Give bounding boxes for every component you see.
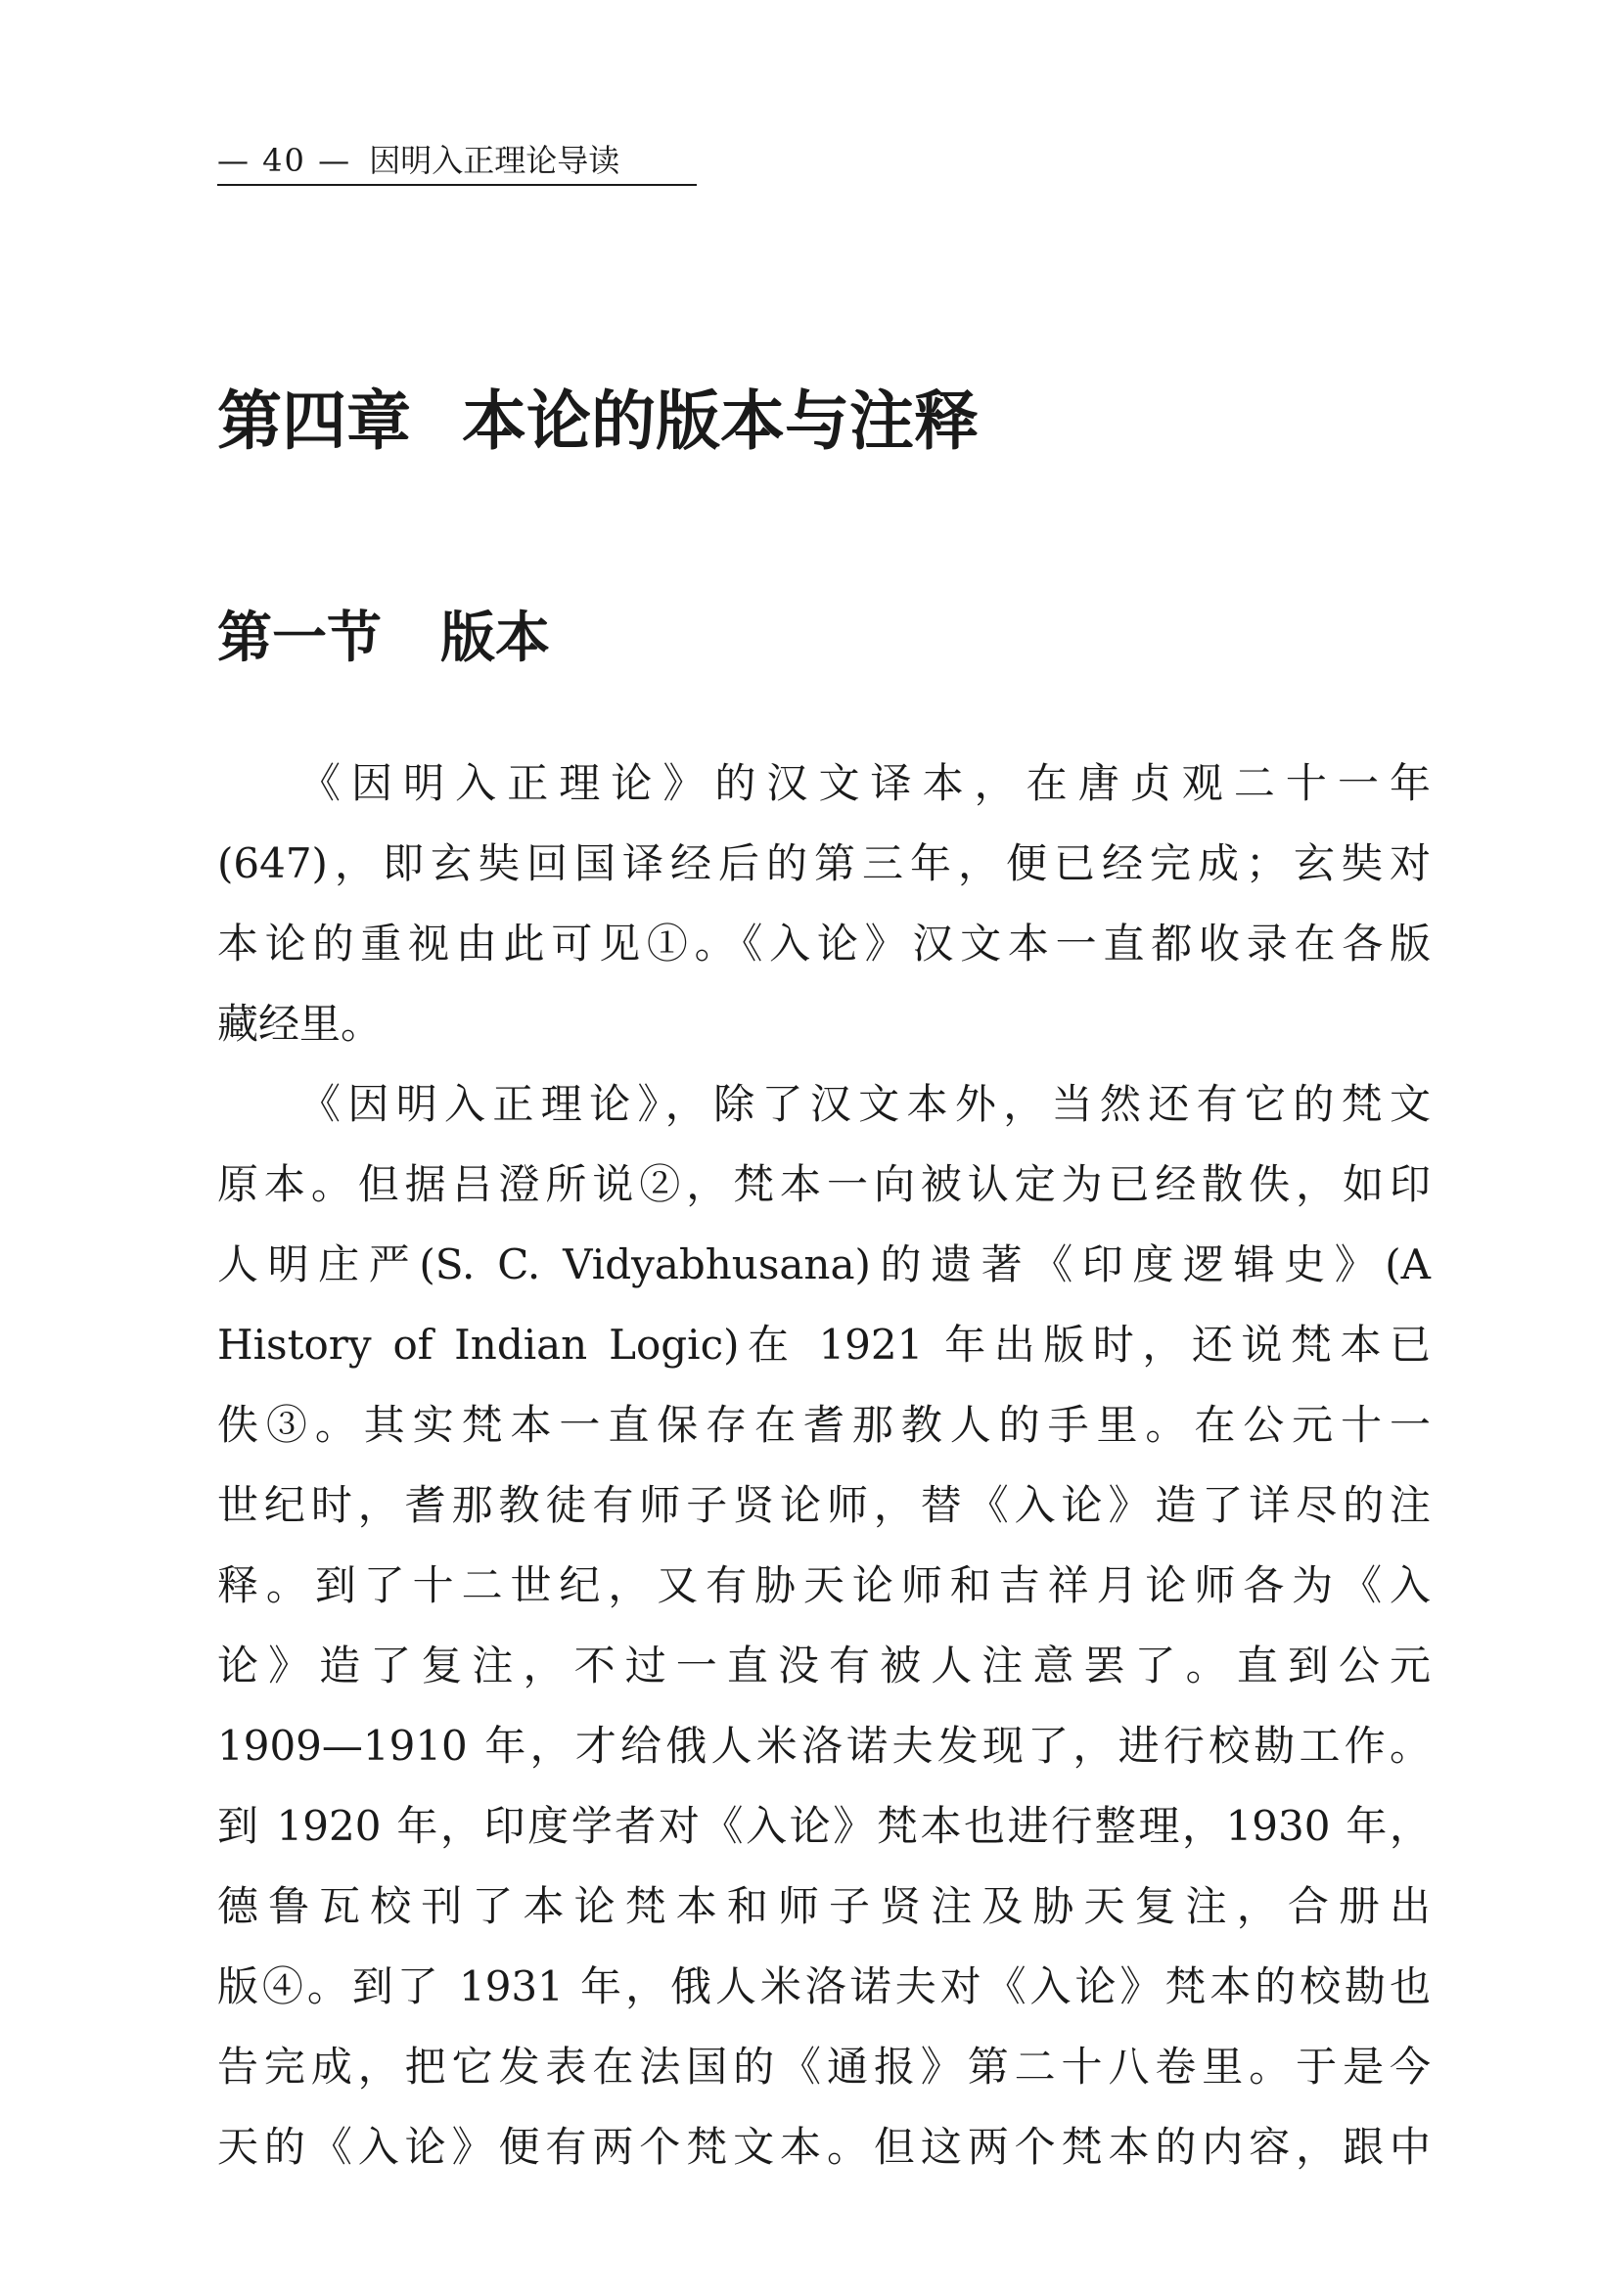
text-line: 德鲁瓦校刊了本论梵本和师子贤注及胁天复注，合册出 (217, 1882, 1431, 1930)
text-line: 世纪时，耆那教徒有师子贤论师，替《入论》造了详尽的注 (217, 1481, 1431, 1529)
text-line: (647)，即玄奘回国译经后的第三年，便已经完成；玄奘对 (217, 839, 1431, 887)
body-text (217, 743, 1431, 2187)
text-line: 藏经里。 (217, 1000, 383, 1048)
text-line: 人明庄严(S. C. Vidyabhusana)的遗著《印度逻辑史》(A (217, 1240, 1431, 1288)
text-line: 释。到了十二世纪，又有胁天论师和吉祥月论师各为《入 (217, 1561, 1431, 1609)
chapter-label: 第四章 (217, 383, 411, 459)
text-line: 1909—1910 年，才给俄人米洛诺夫发现了，进行校勘工作。 (217, 1722, 1431, 1770)
text-line: History of Indian Logic)在 1921 年出版时，还说梵本已 (217, 1321, 1431, 1369)
section-label: 第一节 (217, 606, 382, 670)
text-line: 告完成，把它发表在法国的《通报》第二十八卷里。于是今 (217, 2043, 1431, 2091)
text-line: 本论的重视由此可见①。《入论》汉文本一直都收录在各版 (217, 920, 1431, 968)
text-line: 论》造了复注，不过一直没有被人注意罢了。直到公元 (217, 1642, 1431, 1689)
text-line: 到 1920 年，印度学者对《入论》梵本也进行整理，1930 年， (217, 1802, 1431, 1850)
text-line: 天的《入论》便有两个梵文本。但这两个梵本的内容，跟中 (217, 2123, 1431, 2171)
text-line: 《因明入正理论》的汉文译本，在唐贞观二十一年 (299, 759, 1431, 807)
text-line: 佚③。其实梵本一直保存在耆那教人的手里。在公元十一 (217, 1401, 1431, 1449)
running-header (217, 137, 707, 186)
section-title: 版本 (440, 606, 550, 670)
section-heading (217, 599, 550, 677)
chapter-title: 本论的版本与注释 (462, 383, 979, 459)
chapter-heading (217, 377, 979, 465)
text-line: 《因明入正理论》，除了汉文本外，当然还有它的梵文 (299, 1080, 1431, 1128)
page-number: — 40 — (217, 142, 352, 179)
text-line: 原本。但据吕澄所说②，梵本一向被认定为已经散佚，如印 (217, 1160, 1431, 1208)
header-rule (217, 184, 697, 186)
text-line: 版④。到了 1931 年，俄人米洛诺夫对《入论》梵本的校勘也 (217, 1962, 1431, 2010)
book-title: 因明入正理论导读 (369, 142, 620, 179)
